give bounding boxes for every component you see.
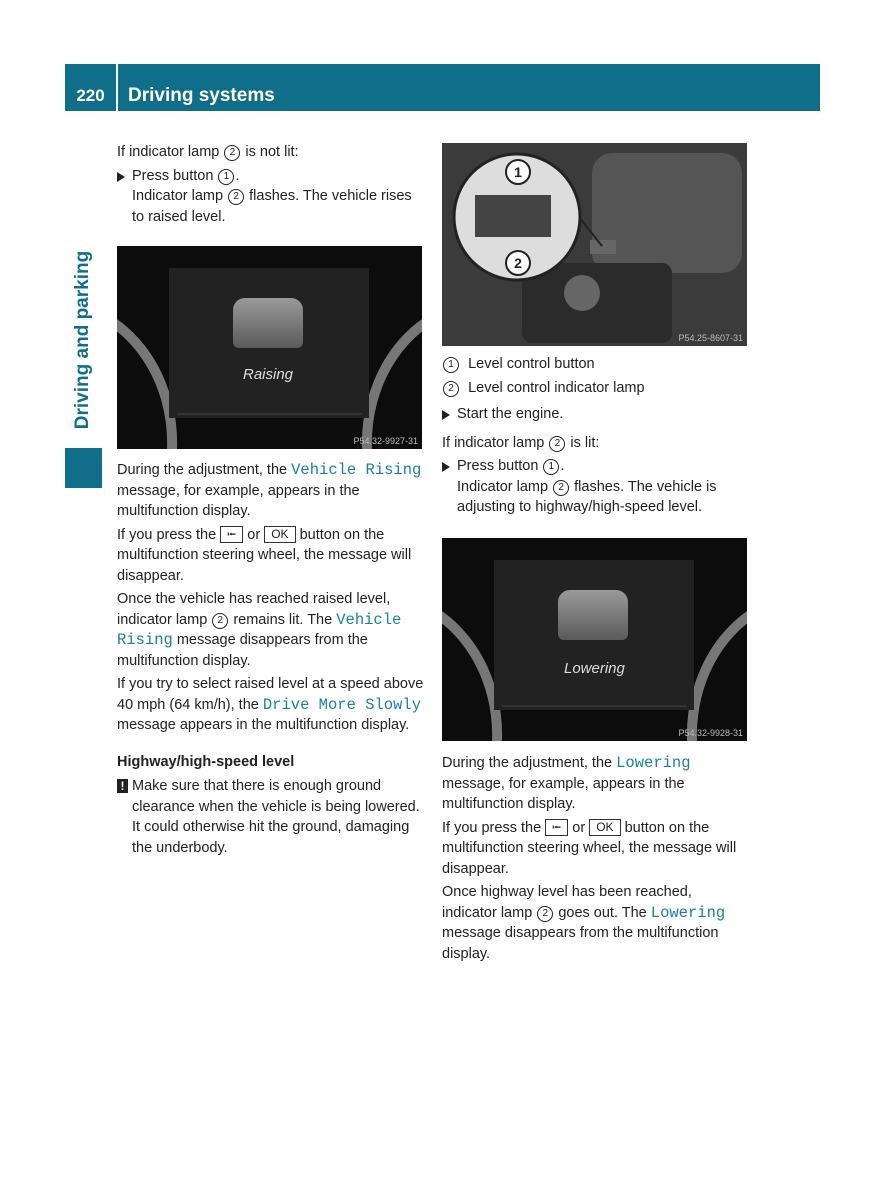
figure-code: P54.25-8607-31 (678, 333, 743, 343)
raising-message: Raising (243, 366, 294, 383)
figure-code: P54.32-9927-31 (353, 436, 418, 446)
back-key-icon: ⭰ (545, 819, 568, 836)
ok-key: OK (264, 526, 295, 543)
warning-icon: ! (117, 779, 128, 793)
callout-2: 2 (505, 250, 531, 276)
left-column-lower (117, 460, 427, 858)
step: Start the engine. (442, 404, 747, 425)
ok-key: OK (589, 819, 620, 836)
section-title: Driving systems (128, 85, 275, 106)
lowering-message: Lowering (564, 660, 625, 677)
paragraph: Once the vehicle has reached raised level, indicator lamp 2 remains lit. The Vehicle Rising message disappears from the multifunction display. (117, 591, 402, 669)
subheading: Highway/high-speed level (117, 753, 295, 770)
right-column (442, 354, 747, 518)
step: Press button 1 . Indicator lamp 2 flashes. The vehicle is adjusting to highway/high-speed level. (442, 456, 747, 518)
paragraph: During the adjustment, the Vehicle Rising message, for example, appears in the multifunction display. (117, 461, 422, 519)
vehicle-rear-graphic (233, 298, 303, 348)
legend-item: 1 Level control button (442, 354, 747, 375)
legend-item: 2 Level control indicator lamp (442, 378, 747, 399)
page-header (65, 64, 820, 111)
back-key-icon: ⭰ (220, 526, 243, 543)
warning-note: ! Make sure that there is enough ground clearance when the vehicle is being lowered. It could otherwise hit the ground, damaging the underbody. (117, 776, 427, 858)
paragraph: If indicator lamp 2 is lit: (442, 434, 600, 451)
left-column (117, 142, 425, 227)
paragraph: If indicator lamp 2 is not lit: (117, 144, 299, 160)
chapter-tab-marker (65, 448, 102, 488)
right-column-lower (442, 753, 750, 967)
callout-1: 1 (505, 159, 531, 185)
level-control-button-image (442, 143, 747, 346)
figure-code: P54.32-9928-31 (678, 728, 743, 738)
paragraph: If you try to select raised level at a speed above 40 mph (64 km/h), the Drive More Slowly message appears in the multifunction display. (117, 676, 424, 733)
raising-display-image (117, 246, 422, 449)
step-arrow-icon (442, 462, 450, 472)
lowering-display-image (442, 538, 747, 741)
step: Press button 1 . Indicator lamp 2 flashes. The vehicle rises to raised level. (117, 166, 425, 228)
vehicle-rear-graphic (558, 590, 628, 640)
paragraph: If you press the ⭰ or OK button on the multifunction steering wheel, the message will disappear. (442, 819, 737, 877)
paragraph: If you press the ⭰ or OK button on the multifunction steering wheel, the message will disappear. (117, 526, 412, 584)
step-arrow-icon (442, 410, 450, 420)
chapter-side-label: Driving and parking (72, 250, 93, 430)
step-arrow-icon (117, 172, 125, 182)
paragraph: During the adjustment, the Lowering message, for example, appears in the multifunction display. (442, 754, 691, 812)
page-number: 220 (65, 64, 118, 111)
paragraph: Once highway level has been reached, indicator lamp 2 goes out. The Lowering message disappears from the multifunction display. (442, 884, 726, 962)
